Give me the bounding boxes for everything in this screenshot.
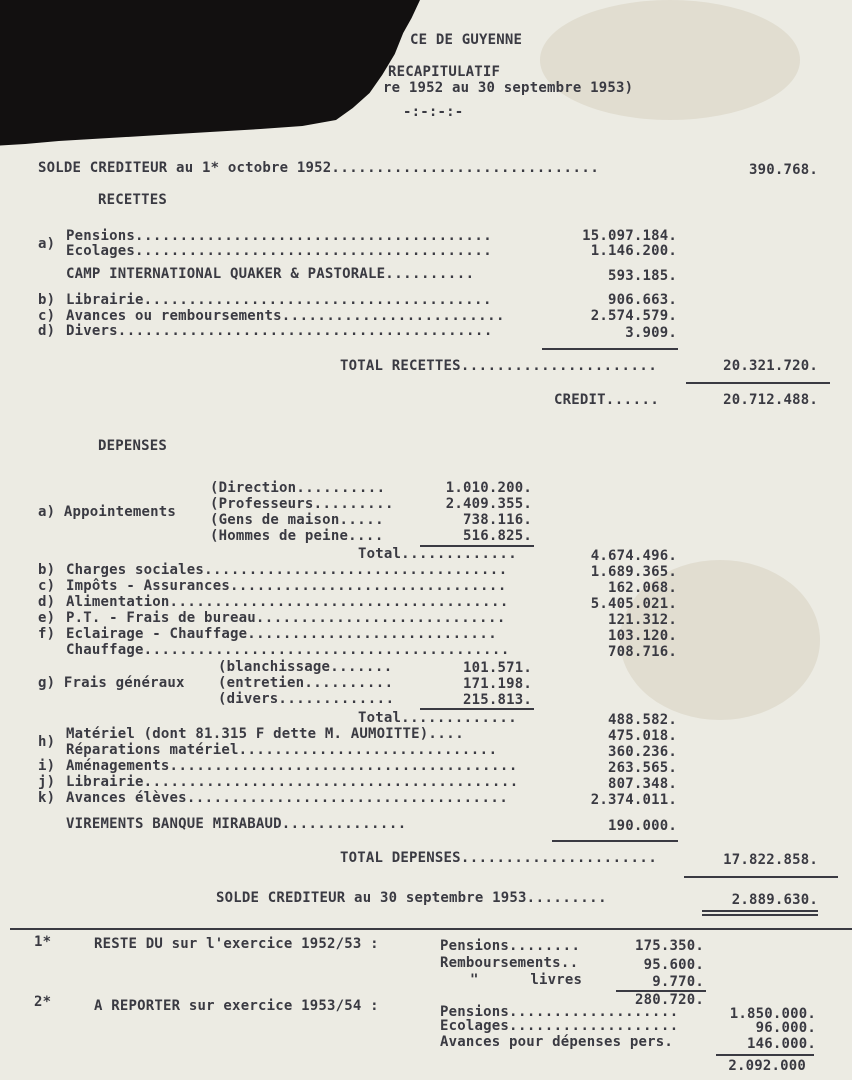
note1-amount: 9.770. [652,974,704,990]
header-org: CE DE GUYENNE [410,32,523,48]
rule [702,914,818,916]
frais-amount: 215.813. [462,692,532,708]
dep-amount: 263.565. [607,760,677,776]
dep-mark: e) [38,610,56,626]
appt-item: (Gens de maison..... [210,512,385,528]
recettes-item-amount: 906.663. [607,292,677,308]
dep-amount: 360.236. [607,744,677,760]
frais-item: (entretien.......... [218,675,394,691]
note1-row: Remboursements.. [440,955,579,971]
dep-label: Aménagements....................................... [66,758,518,774]
note1-row: Pensions........ [440,938,581,954]
frais-total-label: Total............. [358,710,518,726]
total-recettes-label: TOTAL RECETTES...................... [340,358,658,374]
dep-amount: 2.374.011. [590,792,677,808]
recettes-item-label: Librairie....................................... [66,292,492,308]
note2-amount: 96.000. [755,1020,816,1036]
closing-amount: 2.889.630. [731,892,818,908]
paper-stain [540,0,800,120]
header-subtitle: RECAPITULATIF [388,64,501,80]
note1-label: RESTE DU sur l'exercice 1952/53 : [94,936,379,952]
opening-amount: 390.768. [748,162,818,178]
recettes-item-label: Ecolages........................................ [66,243,493,259]
credit-amount: 20.712.488. [723,392,818,408]
note2-row: Avances pour dépenses pers. [440,1034,673,1050]
note2-total: 2.092.000 [728,1058,806,1074]
dep-mark: j) [38,774,56,790]
credit-label: CREDIT...... [554,392,660,408]
note2-row: Pensions................... [440,1004,679,1020]
dep-amount: 5.405.021. [590,596,677,612]
note1-amount: 175.350. [634,938,704,954]
note1-row: " livres [470,972,583,988]
appt-amount: 516.825. [462,528,532,544]
dep-label: P.T. - Frais de bureau............................ [66,610,506,626]
appt-item: (Professeurs......... [210,496,394,512]
dep-mark: d) [38,594,56,610]
recettes-mark: d) [38,323,56,339]
dep-label: Charges sociales.................................. [66,562,508,578]
rule [686,382,830,384]
closing-label: SOLDE CREDITEUR au 30 septembre 1953......... [216,890,607,906]
note1-mark: 1* [34,934,52,950]
appt-amount: 1.010.200. [445,480,532,496]
appt-total-label: Total............. [358,546,518,562]
recettes-mark-a: a) [38,236,56,252]
dep-amount: 708.716. [607,644,677,660]
total-recettes-amount: 20.321.720. [723,358,818,374]
rule [684,876,838,878]
dep-mark: f) [38,626,56,642]
note2-label: A REPORTER sur exercice 1953/54 : [94,998,379,1014]
note2-amount: 1.850.000. [729,1006,816,1022]
rule [702,910,818,912]
recettes-mark: b) [38,292,56,308]
frais-amount: 101.571. [462,660,532,676]
dep-amount: 807.348. [607,776,677,792]
dep-label: Librairie.......................................... [66,774,519,790]
dep-label: Réparations matériel............................. [66,742,498,758]
dep-label: Matériel (dont 81.315 F dette M. AUMOITTE).... [66,726,465,742]
recettes-item-label: Divers.......................................... [66,323,493,339]
appt-amount: 738.116. [462,512,532,528]
recettes-item-amount: 593.185. [607,268,677,284]
frais-label: g) Frais généraux [38,675,185,691]
note2-row: Ecolages................... [440,1018,679,1034]
recettes-item-label: CAMP INTERNATIONAL QUAKER & PASTORALE.......... [66,266,475,282]
dep-amount: 475.018. [607,728,677,744]
dep-label: Alimentation...................................... [66,594,509,610]
dep-label: Avances élèves.................................... [66,790,509,806]
recettes-title: RECETTES [98,192,168,208]
recettes-item-amount: 15.097.184. [582,228,677,244]
appt-item: (Hommes de peine.... [210,528,384,544]
note1-amount: 95.600. [643,957,704,973]
divider [10,928,852,930]
frais-item: (blanchissage....... [218,659,393,675]
recettes-item-amount: 3.909. [625,325,677,341]
recettes-item-label: Avances ou remboursements......................... [66,308,505,324]
recettes-item-amount: 1.146.200. [590,243,677,259]
total-depenses-label: TOTAL DEPENSES...................... [340,850,658,866]
note2-mark: 2* [34,994,52,1010]
note2-amount: 146.000. [746,1036,816,1052]
dep-mark: c) [38,578,56,594]
header-period: re 1952 au 30 septembre 1953) [383,80,634,96]
frais-total-amount: 488.582. [607,712,677,728]
appointements-label: a) Appointements [38,504,177,520]
rule [716,1054,814,1056]
recettes-item-amount: 2.574.579. [590,308,677,324]
rule [552,840,678,842]
torn-corner [0,0,420,150]
dep-amount: 162.068. [607,580,677,596]
frais-item: (divers............. [218,691,395,707]
dep-label: Eclairage - Chauffage............................ [66,626,498,642]
dep-label: Impôts - Assurances............................... [66,578,507,594]
rule [542,348,678,350]
appt-item: (Direction.......... [210,480,386,496]
dep-amount: 103.120. [607,628,677,644]
frais-amount: 171.198. [462,676,532,692]
virements-label: VIREMENTS BANQUE MIRABAUD.............. [66,816,407,832]
dep-mark: b) [38,562,56,578]
depenses-title: DEPENSES [98,438,168,454]
dep-label: Chauffage......................................... [66,642,510,658]
dep-mark: i) [38,758,56,774]
dep-mark: k) [38,790,56,806]
appt-total-amount: 4.674.496. [590,548,677,564]
header-separator: -:-:-:- [403,104,464,120]
note1-total: 280.720. [634,992,704,1008]
virements-amount: 190.000. [607,818,677,834]
dep-amount: 121.312. [607,612,677,628]
recettes-item-label: Pensions........................................ [66,228,493,244]
opening-label: SOLDE CREDITEUR au 1* octobre 1952.............................. [38,160,600,176]
total-depenses-amount: 17.822.858. [723,852,818,868]
appt-amount: 2.409.355. [445,496,532,512]
recettes-mark: c) [38,308,56,324]
dep-amount: 1.689.365. [590,564,677,580]
dep-mark: h) [38,734,56,750]
